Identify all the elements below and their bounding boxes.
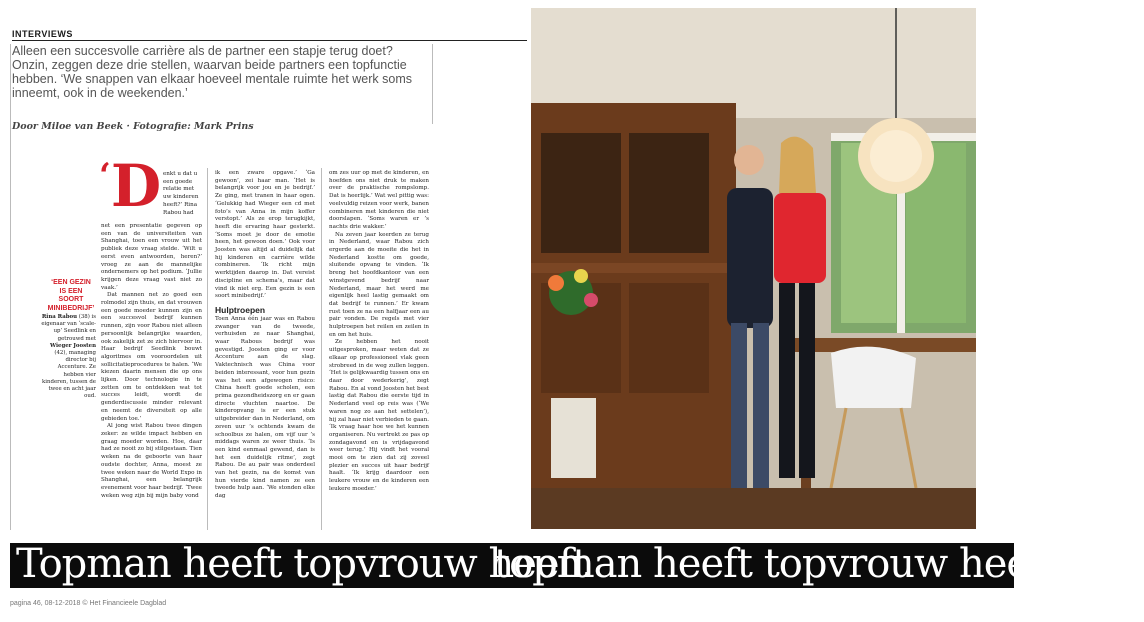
drop-cap: ‘D: [99, 152, 162, 220]
article-column-1: [101, 223, 202, 500]
paragraph: ik een zware opgave.’ ‘Ga gewoon’, zei haar man. ‘Het is belangrijk voor jou en je bedrijf.’ Ze ging, met tranen in haar ogen. ‘Gelukkig had Wieger een cd met foto’s van Anna in mijn koffer verstopt.’ Als ze erop terugkijkt, heeft die ervaring haar gesterkt. ‘Soms moet je door de emotie heen, het gewoon doen.’ Ook voor Joosten was altijd al duidelijk dat hij kinderen en carrière wilde combineren. ‘Ik richt mijn werktijden daarop in. Dat vereist discipline en schema’s, maar dat vind ik niet erg. Een gezin is een soort minibedrijf.’: [215, 170, 315, 300]
left-border: [10, 44, 11, 530]
headline-text: topman heeft topvrouw heeft topi: [494, 541, 1144, 587]
sidebar-name: Wieger Joosten: [50, 342, 96, 349]
section-kicker: INTERVIEWS: [12, 29, 73, 39]
paragraph: Ze hebben het nooit uitgesproken, maar weten dat ze elkaar op professioneel vlak geen strobreed in de weg zullen leggen. ‘Het is gelijkwaardig tussen ons en daar door wederkerig’, zegt Rabou. En al vond Joosten het best lastig dat Rabou die eerste tijd in Nederland veel op reis was (‘We waren nog zo aan het settelen’), hij zal haar niet verbieden te gaan. ‘Ik vraag haar hoe we het kunnen organiseren. Nu vertrekt ze pas op zondagavond en is vrijdagavond weer terug.’ Hij vindt het vooral mooi om te zien dat zij zoveel plezier en succes uit haar bedrijf haalt. ‘Ik krijg daardoor een leukere vrouw en de kinderen een leukere moeder.’: [329, 339, 429, 492]
paragraph: Dat mannen net zo goed een rolmodel zijn thuis, en dat vrouwen een goede moeder kunnen zijn en een succesvol bedrijf kunnen runnen, zijn voor Rabou niet alleen persoonlijk belangrijke waarden, ook zakelijk zet ze zich hiervoor in. Haar bedrijf Seedlink bouwt algoritmes om vooroordelen uit sollicitatieprocedures te halen. ‘We kiezen daarin mensen die op ons lijken. Door technologie in te zetten om te ontdekken wat tot succes leidt, wordt de genderdiscussie minder relevant en neemt de diversiteit op alle gebieden toe.’: [101, 292, 202, 422]
article-byline: Door Miloe van Beek · Fotografie: Mark Prins: [12, 121, 254, 132]
article-column-3: [329, 170, 429, 494]
article-column-2: [215, 170, 315, 501]
paragraph: net een presentatie gegeven op een van de universiteiten van Shanghai, toen een vrouw uit het publiek deze vraag stelde. ‘Wilt u eerst even antwoorden, heren?’ vroeg ze aan de mannelijke ondernemers op het podium. ‘Jullie krijgen deze vraag vast niet zo vaak.’: [101, 223, 202, 291]
sidebar-text: (42), managing director bij Accenture. Ze hebben vier kinderen, tussen de twee en acht jaar oud.: [42, 350, 96, 400]
page-footer: pagina 46, 08-12-2018 © Het Financieele Dagblad: [10, 600, 167, 607]
sidebar-text: (38) is eigenaar van ‘scale-up’ Seedlink en getrouwd met: [41, 314, 96, 342]
paragraph: Toen Anna één jaar was en Rabou zwanger van de tweede, verhuisden ze naar Shanghai, waar Rabous bedrijf was gevestigd. Joosten ging er voor Accenture aan de slag. Vaktechnisch was China voor beiden interessant, voor hun gezin was het een afgewogen risico: China heeft goede scholen, een prima gezondheidszorg en er gaan directe vluchten naartoe. De kinderopvang is er een stuk uitgebreider dan in Nederland, om zeven uur ’s ochtends kwam de schoolbus ze halen, om vijf uur ’s middags waren ze weer thuis. ‘Is een kind eenmaal gewend, dan is het een duidelijk ritme’, zegt Rabou. De au pair was onderdeel van het gezin, na de komst van hun vierde kind namen ze een tweede hulp aan. ‘We stonden elke dag: [215, 315, 315, 500]
article-lead: enkt u dat u een goede relatie met uw kinderen heeft?’ Rina Rabou had: [163, 171, 199, 216]
paragraph: Na zeven jaar keerden ze terug in Nederland, waar Rabou zich ergerde aan de moeite die het in Nederland kostte om goede, sluitende opvang te vinden. ‘Ik breng het hoofdkantoor van een winstgevend bedrijf naar Nederland, maar het werd me eigenlijk heel lastig gemaakt om dat bedrijf te runnen.’ Er kwam rust toen ze na een halfjaar een au pair vonden. De regels met vier hulptroepen het reilen en zeilen in en om het huis.: [329, 231, 429, 338]
column-divider: [207, 168, 208, 530]
article-intro: Alleen een succesvolle carrière als de partner een stapje terug doet? Onzin, zeggen deze drie stellen, waarvan beide partners een topfunctie hebben. ‘We snappen van elkaar hoeveel mentale ruimte het werk soms inneemt, ook in de weekenden.’: [12, 44, 412, 100]
article-photo: [531, 8, 976, 529]
paragraph: Al jong wist Rabou twee dingen zeker: ze wilde impact hebben en graag moeder worden. Hoe, daar had ze nooit zo bij stilgestaan. Tien weken na de geboorte van haar oudste dochter, Anna, moest ze twee weken naar de World Expo in Shanghai, een belangrijk evenement voor haar bedrijf. ‘Twee weken weg zijn bij mijn baby vond: [101, 423, 202, 499]
subheading: Hulptroepen: [215, 304, 266, 315]
column-divider: [321, 168, 322, 530]
header-rule: [12, 40, 527, 41]
sidebar-caption: [40, 314, 96, 400]
sidebar-name: Rina Rabou: [41, 314, 78, 320]
intro-divider: [432, 44, 433, 124]
headline-banner: [10, 541, 1144, 588]
paragraph: om zes uur op met de kinderen, en hoefden ons niet druk te maken over de praktische rompslomp. Dat is heerlijk.’ Wat wel pittig was: veelvuldig reizen voor werk, banen combineren met kinderen die niet doorslapen. ‘Soms waren er ’s nachts drie wakker.’: [329, 170, 429, 230]
headline-text: Topman heeft topvrouw heeft: [16, 541, 588, 587]
pull-quote: ‘EEN GEZIN IS EEN SOORT MINIBEDRIJF’: [47, 279, 95, 312]
